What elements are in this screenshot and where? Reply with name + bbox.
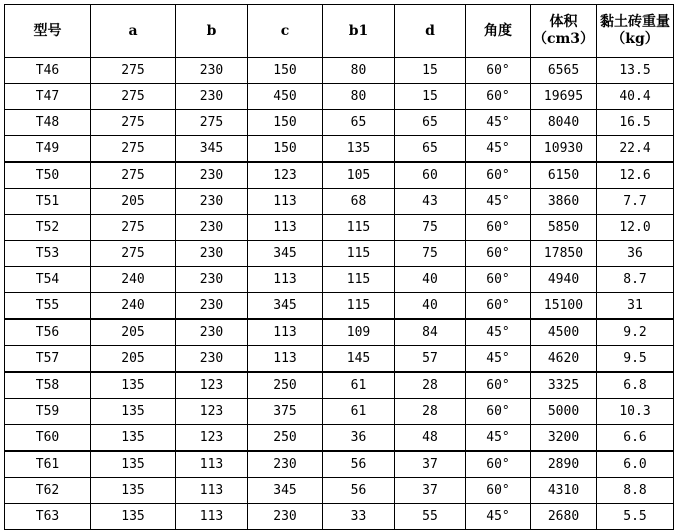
- cell-volume: 3325: [531, 372, 597, 399]
- cell-weight: 36: [597, 241, 674, 267]
- cell-c: 230: [248, 451, 323, 478]
- header-d: d: [395, 5, 466, 58]
- cell-d: 75: [395, 241, 466, 267]
- cell-d: 43: [395, 189, 466, 215]
- table-row: [5, 136, 674, 163]
- cell-weight: 5.5: [597, 504, 674, 530]
- table-row: [5, 451, 674, 478]
- cell-b1: 115: [323, 267, 395, 293]
- cell-model: T46: [5, 58, 91, 84]
- cell-a: 135: [91, 478, 176, 504]
- table-row: [5, 425, 674, 452]
- cell-b: 123: [176, 399, 248, 425]
- cell-weight: 13.5: [597, 58, 674, 84]
- cell-a: 275: [91, 136, 176, 163]
- cell-model: T56: [5, 319, 91, 346]
- cell-angle: 60°: [466, 58, 531, 84]
- table-row: [5, 372, 674, 399]
- cell-b1: 115: [323, 293, 395, 320]
- cell-c: 150: [248, 58, 323, 84]
- cell-weight: 12.0: [597, 215, 674, 241]
- cell-angle: 45°: [466, 136, 531, 163]
- cell-weight: 9.5: [597, 346, 674, 373]
- table-row: [5, 399, 674, 425]
- cell-b: 230: [176, 162, 248, 189]
- table-row: [5, 267, 674, 293]
- cell-angle: 60°: [466, 241, 531, 267]
- cell-d: 37: [395, 451, 466, 478]
- cell-angle: 60°: [466, 293, 531, 320]
- cell-weight: 40.4: [597, 84, 674, 110]
- table-row: [5, 189, 674, 215]
- cell-c: 113: [248, 319, 323, 346]
- cell-a: 135: [91, 372, 176, 399]
- cell-model: T55: [5, 293, 91, 320]
- table-row: [5, 504, 674, 530]
- cell-d: 37: [395, 478, 466, 504]
- cell-volume: 4500: [531, 319, 597, 346]
- cell-angle: 45°: [466, 189, 531, 215]
- cell-d: 28: [395, 399, 466, 425]
- cell-weight: 10.3: [597, 399, 674, 425]
- cell-c: 113: [248, 346, 323, 373]
- cell-angle: 45°: [466, 319, 531, 346]
- cell-model: T51: [5, 189, 91, 215]
- cell-d: 65: [395, 110, 466, 136]
- cell-volume: 3200: [531, 425, 597, 452]
- cell-b: 123: [176, 425, 248, 452]
- cell-a: 205: [91, 346, 176, 373]
- cell-d: 65: [395, 136, 466, 163]
- cell-weight: 6.8: [597, 372, 674, 399]
- cell-a: 205: [91, 319, 176, 346]
- cell-a: 135: [91, 399, 176, 425]
- table-row: [5, 215, 674, 241]
- cell-b1: 80: [323, 84, 395, 110]
- cell-d: 60: [395, 162, 466, 189]
- header-b1: b1: [323, 5, 395, 58]
- cell-b1: 61: [323, 399, 395, 425]
- cell-angle: 45°: [466, 425, 531, 452]
- cell-d: 84: [395, 319, 466, 346]
- cell-a: 135: [91, 451, 176, 478]
- cell-weight: 31: [597, 293, 674, 320]
- cell-weight: 12.6: [597, 162, 674, 189]
- cell-b: 230: [176, 293, 248, 320]
- cell-a: 275: [91, 84, 176, 110]
- cell-c: 230: [248, 504, 323, 530]
- cell-d: 57: [395, 346, 466, 373]
- cell-angle: 60°: [466, 451, 531, 478]
- table-row: [5, 241, 674, 267]
- table-row: [5, 58, 674, 84]
- cell-b1: 33: [323, 504, 395, 530]
- cell-c: 123: [248, 162, 323, 189]
- cell-c: 345: [248, 293, 323, 320]
- cell-b1: 56: [323, 478, 395, 504]
- cell-angle: 60°: [466, 478, 531, 504]
- cell-d: 15: [395, 58, 466, 84]
- cell-d: 40: [395, 267, 466, 293]
- cell-model: T49: [5, 136, 91, 163]
- cell-b1: 105: [323, 162, 395, 189]
- cell-volume: 17850: [531, 241, 597, 267]
- cell-a: 135: [91, 504, 176, 530]
- cell-b: 275: [176, 110, 248, 136]
- header-row: [5, 5, 674, 58]
- cell-d: 40: [395, 293, 466, 320]
- cell-angle: 60°: [466, 215, 531, 241]
- cell-b1: 36: [323, 425, 395, 452]
- cell-volume: 4620: [531, 346, 597, 373]
- cell-b: 345: [176, 136, 248, 163]
- cell-b: 113: [176, 451, 248, 478]
- cell-model: T54: [5, 267, 91, 293]
- cell-weight: 6.6: [597, 425, 674, 452]
- table-row: [5, 293, 674, 320]
- cell-angle: 60°: [466, 399, 531, 425]
- cell-b1: 56: [323, 451, 395, 478]
- cell-weight: 8.8: [597, 478, 674, 504]
- cell-volume: 5000: [531, 399, 597, 425]
- cell-d: 15: [395, 84, 466, 110]
- cell-c: 450: [248, 84, 323, 110]
- cell-b: 230: [176, 241, 248, 267]
- cell-model: T60: [5, 425, 91, 452]
- cell-volume: 10930: [531, 136, 597, 163]
- cell-b: 230: [176, 84, 248, 110]
- cell-b1: 145: [323, 346, 395, 373]
- cell-c: 150: [248, 136, 323, 163]
- table-row: [5, 162, 674, 189]
- cell-b: 230: [176, 346, 248, 373]
- cell-weight: 9.2: [597, 319, 674, 346]
- header-model: 型号: [5, 5, 91, 58]
- cell-c: 250: [248, 425, 323, 452]
- cell-volume: 2890: [531, 451, 597, 478]
- header-clay-brick-weight: 黏土砖重量（kg）: [597, 5, 674, 58]
- cell-model: T52: [5, 215, 91, 241]
- cell-weight: 16.5: [597, 110, 674, 136]
- cell-c: 150: [248, 110, 323, 136]
- cell-d: 28: [395, 372, 466, 399]
- cell-volume: 2680: [531, 504, 597, 530]
- table-row: [5, 478, 674, 504]
- cell-b1: 135: [323, 136, 395, 163]
- cell-b1: 115: [323, 241, 395, 267]
- cell-weight: 8.7: [597, 267, 674, 293]
- cell-a: 275: [91, 162, 176, 189]
- cell-c: 375: [248, 399, 323, 425]
- cell-angle: 60°: [466, 372, 531, 399]
- brick-spec-table: [4, 4, 674, 530]
- cell-a: 275: [91, 58, 176, 84]
- cell-weight: 6.0: [597, 451, 674, 478]
- header-a: a: [91, 5, 176, 58]
- cell-b: 123: [176, 372, 248, 399]
- cell-a: 275: [91, 215, 176, 241]
- cell-a: 240: [91, 267, 176, 293]
- table-row: [5, 84, 674, 110]
- cell-angle: 45°: [466, 504, 531, 530]
- table-row: [5, 319, 674, 346]
- cell-d: 55: [395, 504, 466, 530]
- cell-weight: 7.7: [597, 189, 674, 215]
- cell-b1: 115: [323, 215, 395, 241]
- cell-angle: 45°: [466, 110, 531, 136]
- cell-b: 113: [176, 478, 248, 504]
- cell-angle: 45°: [466, 346, 531, 373]
- cell-weight: 22.4: [597, 136, 674, 163]
- cell-b1: 68: [323, 189, 395, 215]
- cell-c: 345: [248, 241, 323, 267]
- cell-volume: 3860: [531, 189, 597, 215]
- cell-model: T57: [5, 346, 91, 373]
- cell-volume: 15100: [531, 293, 597, 320]
- cell-c: 113: [248, 267, 323, 293]
- header-angle: 角度: [466, 5, 531, 58]
- cell-b: 230: [176, 319, 248, 346]
- table-row: [5, 110, 674, 136]
- cell-b: 230: [176, 58, 248, 84]
- cell-a: 240: [91, 293, 176, 320]
- cell-a: 275: [91, 241, 176, 267]
- cell-d: 75: [395, 215, 466, 241]
- cell-model: T63: [5, 504, 91, 530]
- cell-model: T47: [5, 84, 91, 110]
- cell-b1: 61: [323, 372, 395, 399]
- cell-b: 113: [176, 504, 248, 530]
- cell-model: T58: [5, 372, 91, 399]
- table-row: [5, 346, 674, 373]
- cell-c: 113: [248, 189, 323, 215]
- cell-volume: 6565: [531, 58, 597, 84]
- cell-c: 250: [248, 372, 323, 399]
- table-body: [5, 58, 674, 530]
- cell-volume: 5850: [531, 215, 597, 241]
- cell-model: T48: [5, 110, 91, 136]
- cell-volume: 4310: [531, 478, 597, 504]
- cell-b: 230: [176, 267, 248, 293]
- cell-a: 135: [91, 425, 176, 452]
- cell-b: 230: [176, 215, 248, 241]
- cell-angle: 60°: [466, 84, 531, 110]
- cell-volume: 6150: [531, 162, 597, 189]
- cell-b1: 80: [323, 58, 395, 84]
- cell-volume: 8040: [531, 110, 597, 136]
- cell-b1: 109: [323, 319, 395, 346]
- cell-model: T50: [5, 162, 91, 189]
- cell-c: 345: [248, 478, 323, 504]
- header-c: c: [248, 5, 323, 58]
- cell-d: 48: [395, 425, 466, 452]
- cell-b1: 65: [323, 110, 395, 136]
- cell-model: T61: [5, 451, 91, 478]
- cell-volume: 4940: [531, 267, 597, 293]
- cell-c: 113: [248, 215, 323, 241]
- cell-volume: 19695: [531, 84, 597, 110]
- cell-a: 205: [91, 189, 176, 215]
- header-volume: 体积（cm3）: [531, 5, 597, 58]
- cell-model: T62: [5, 478, 91, 504]
- cell-a: 275: [91, 110, 176, 136]
- cell-angle: 60°: [466, 162, 531, 189]
- cell-angle: 60°: [466, 267, 531, 293]
- cell-b: 230: [176, 189, 248, 215]
- cell-model: T59: [5, 399, 91, 425]
- header-b: b: [176, 5, 248, 58]
- cell-model: T53: [5, 241, 91, 267]
